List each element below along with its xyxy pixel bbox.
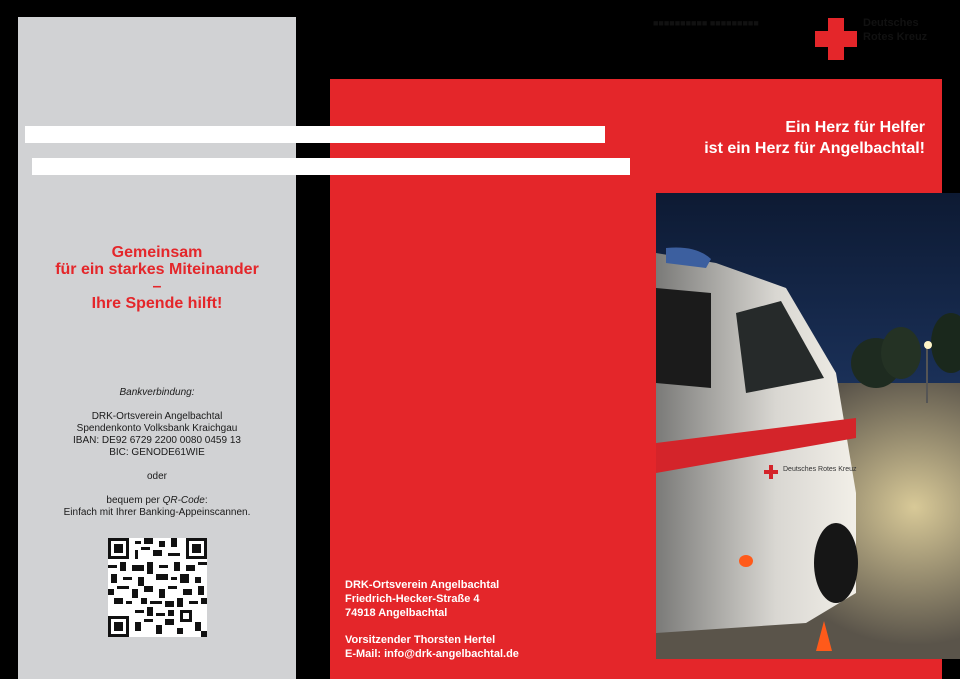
contact-block [345,578,519,661]
appeal-line-1: Gemeinsam [111,244,203,261]
logo-small-label [653,18,759,28]
ambulance-photo [656,193,960,659]
appeal-line-2: für ein starkes Miteinander [55,261,259,278]
donation-appeal [18,244,296,312]
qr-prefix: bequem per [106,495,163,506]
email-link[interactable]: E-Mail: info@drk-angelbachtal.de [345,648,519,660]
white-band-top [25,126,605,143]
bank-bic: BIC: GENODE61WIE [109,447,205,458]
appeal-line-4: Ihre Spende hilft! [91,295,223,312]
contact-line-3: 74918 Angelbachtal [345,607,448,619]
vehicle-text: Deutsches Rotes Kreuz [783,466,857,473]
qr-suffix: : [204,495,208,506]
qr-instruction-1 [18,495,296,507]
qr-code[interactable] [108,538,207,637]
headline [640,117,925,159]
contact-line-1: DRK-Ortsverein Angelbachtal [345,579,500,591]
white-band-bottom [32,158,630,175]
bank-line-1: DRK-Ortsverein Angelbachtal [91,411,223,422]
contact-line-2: Friedrich-Hecker-Straße 4 [345,593,480,605]
bank-line-2: Spendenkonto Volksbank Kraichgau [76,423,238,434]
chair-line: Vorsitzender Thorsten Hertel [345,634,496,646]
qr-italic: QR-Code [162,495,205,506]
bank-iban: IBAN: DE92 6729 2200 0080 0459 13 [73,435,241,446]
or-label: oder [146,471,167,482]
appeal-line-3: – [152,278,162,295]
logo-brand-text: Deutsches Rotes Kreuz [863,17,928,43]
headline-line-1: Ein Herz für Helfer [785,119,925,136]
logo-brand-label [863,16,943,44]
bank-details [18,387,296,519]
bank-heading: Bankverbindung: [119,387,195,398]
logo-small-text: ■■■■■■■■■■ ■■■■■■■■■ [653,18,759,28]
red-cross-icon [815,18,857,60]
headline-line-2: ist ein Herz für Angelbachtal! [704,140,925,157]
qr-instruction-2: Einfach mit Ihrer Banking-Appeinscannen. [63,507,251,518]
